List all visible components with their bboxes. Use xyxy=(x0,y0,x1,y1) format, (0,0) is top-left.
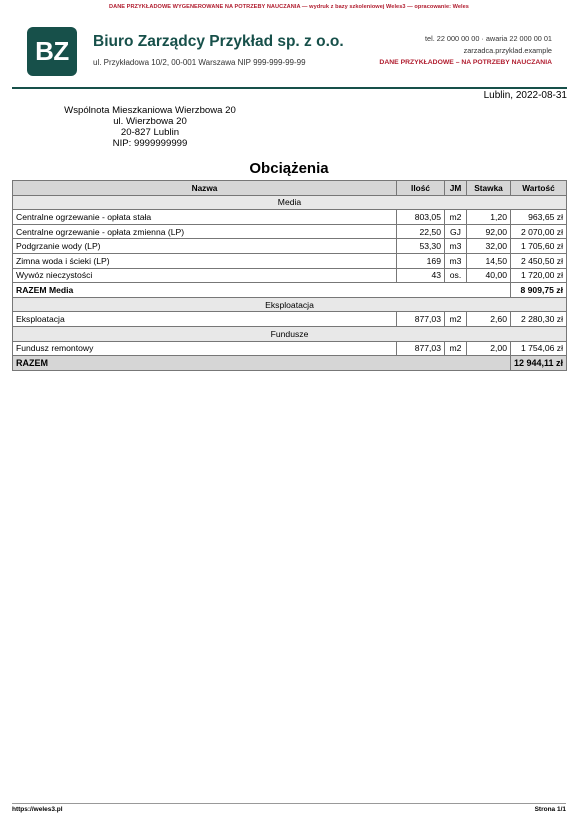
header-name: Nazwa xyxy=(13,181,397,196)
table-row xyxy=(13,253,567,268)
row-rate: 14,50 xyxy=(467,253,511,268)
row-value: 1 754,06 zł xyxy=(511,341,567,356)
row-rate: 40,00 xyxy=(467,268,511,283)
group-row-eksploatacja xyxy=(13,297,567,312)
row-unit: m3 xyxy=(445,253,467,268)
row-value: 1 720,00 zł xyxy=(511,268,567,283)
row-rate: 1,20 xyxy=(467,210,511,225)
company-name: Biuro Zarządcy Przykład sp. z o.o. xyxy=(93,33,344,50)
row-qty: 169 xyxy=(397,253,445,268)
grand-total-row xyxy=(13,356,567,371)
company-email: zarzadca.przyklad.example xyxy=(463,46,552,55)
header-divider xyxy=(12,87,567,89)
row-name: Centralne ogrzewanie - opłata zmienna (LP) xyxy=(13,224,397,239)
table-row xyxy=(13,239,567,254)
row-qty: 22,50 xyxy=(397,224,445,239)
row-name: Podgrzanie wody (LP) xyxy=(13,239,397,254)
group-label: Eksploatacja xyxy=(13,297,567,312)
recipient-block xyxy=(55,105,245,149)
header-rate: Stawka xyxy=(467,181,511,196)
row-qty: 877,03 xyxy=(397,312,445,327)
charges-table xyxy=(12,180,567,371)
row-name: Eksploatacja xyxy=(13,312,397,327)
table-row xyxy=(13,312,567,327)
row-unit: os. xyxy=(445,268,467,283)
footer-divider xyxy=(12,803,566,804)
row-rate: 2,60 xyxy=(467,312,511,327)
company-contact xyxy=(379,33,552,69)
row-unit: GJ xyxy=(445,224,467,239)
sample-data-warning: DANE PRZYKŁADOWE – NA POTRZEBY NAUCZANIA xyxy=(379,59,552,66)
table-row xyxy=(13,268,567,283)
row-unit: m2 xyxy=(445,210,467,225)
header-unit: JM xyxy=(445,181,467,196)
row-value: 2 280,30 zł xyxy=(511,312,567,327)
row-rate: 2,00 xyxy=(467,341,511,356)
row-name: Zimna woda i ścieki (LP) xyxy=(13,253,397,268)
row-qty: 803,05 xyxy=(397,210,445,225)
grand-total-label: RAZEM xyxy=(13,356,511,371)
group-label: Fundusze xyxy=(13,326,567,341)
table-header-row xyxy=(13,181,567,196)
group-row-media xyxy=(13,195,567,210)
row-value: 963,65 zł xyxy=(511,210,567,225)
group-label: Media xyxy=(13,195,567,210)
row-unit: m2 xyxy=(445,312,467,327)
group-row-fundusze xyxy=(13,326,567,341)
row-value: 2 450,50 zł xyxy=(511,253,567,268)
subtotal-value: 8 909,75 zł xyxy=(511,283,567,298)
footer-url: https://weles3.pl xyxy=(12,806,63,813)
row-name: Centralne ogrzewanie - opłata stała xyxy=(13,210,397,225)
training-data-notice: DANE PRZYKŁADOWE WYGENEROWANE NA POTRZEBY NAUCZANIA — wydruk z bazy szkoleniowej Weles3 — opracowanie: Weles xyxy=(109,4,469,10)
grand-total-value: 12 944,11 zł xyxy=(511,356,567,371)
header-qty: Ilość xyxy=(397,181,445,196)
page-number: Strona 1/1 xyxy=(534,806,566,813)
row-qty: 43 xyxy=(397,268,445,283)
recipient-nip: NIP: 9999999999 xyxy=(112,138,188,149)
row-rate: 92,00 xyxy=(467,224,511,239)
subtotal-row-media xyxy=(13,283,567,298)
document-title: Obciążenia xyxy=(249,160,329,177)
subtotal-label: RAZEM Media xyxy=(13,283,511,298)
row-qty: 877,03 xyxy=(397,341,445,356)
recipient-street: ul. Wierzbowa 20 xyxy=(113,116,187,127)
row-name: Wywóz nieczystości xyxy=(13,268,397,283)
recipient-name: Wspólnota Mieszkaniowa Wierzbowa 20 xyxy=(64,105,236,116)
company-phone: tel. 22 000 00 00 · awaria 22 000 00 01 xyxy=(425,34,552,43)
table-row xyxy=(13,210,567,225)
row-qty: 53,30 xyxy=(397,239,445,254)
table-row xyxy=(13,224,567,239)
company-address: ul. Przykładowa 10/2, 00-001 Warszawa NIP 999-999-99-99 xyxy=(93,58,306,67)
row-value: 1 705,60 zł xyxy=(511,239,567,254)
city-date: Lublin, 2022-08-31 xyxy=(483,90,567,101)
row-unit: m2 xyxy=(445,341,467,356)
row-value: 2 070,00 zł xyxy=(511,224,567,239)
row-rate: 32,00 xyxy=(467,239,511,254)
company-logo: BZ xyxy=(27,27,77,76)
header-value: Wartość xyxy=(511,181,567,196)
table-row xyxy=(13,341,567,356)
recipient-city: 20-827 Lublin xyxy=(120,127,180,138)
row-unit: m3 xyxy=(445,239,467,254)
row-name: Fundusz remontowy xyxy=(13,341,397,356)
